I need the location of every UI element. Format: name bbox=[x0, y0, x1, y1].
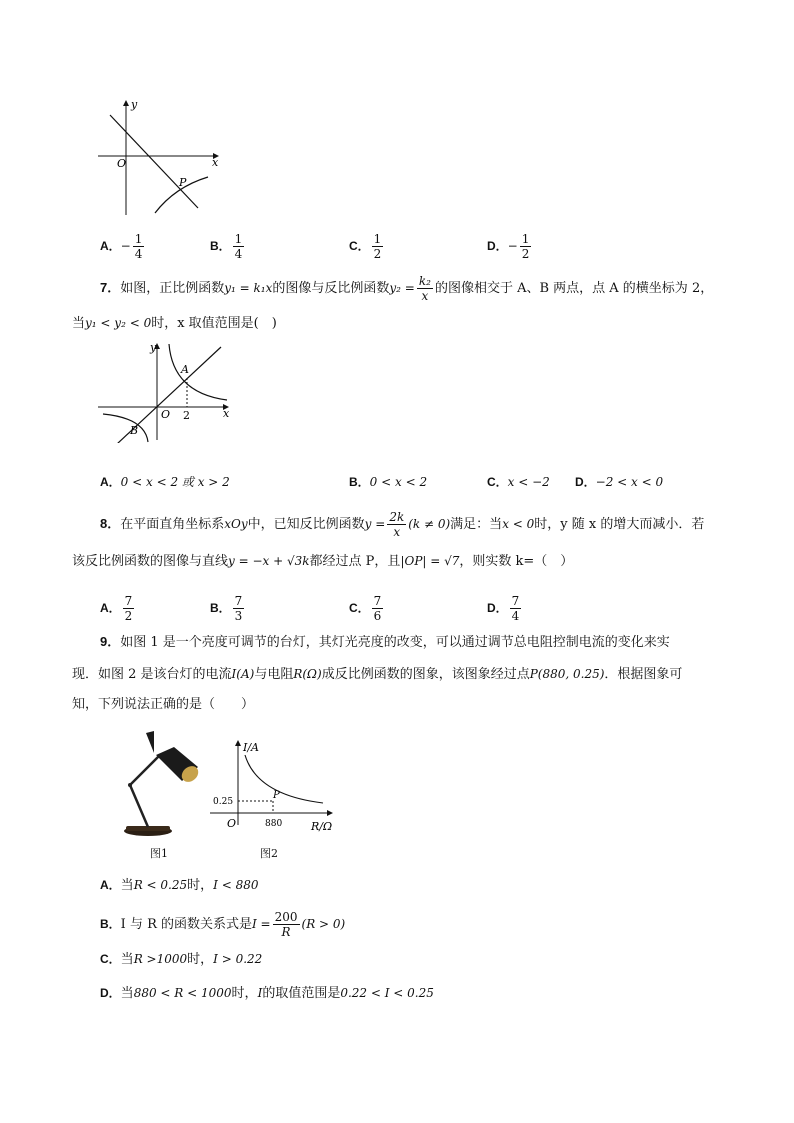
origin-label: O bbox=[161, 408, 171, 421]
origin-label: O bbox=[117, 157, 127, 170]
fraction: $\frac{2k}{x}$ bbox=[389, 510, 405, 539]
q9-option-a[interactable]: A．当R < 0.25时，I < 880 bbox=[100, 878, 259, 893]
fraction: $\frac{7}{6}$ bbox=[373, 594, 382, 623]
point-p-label: P bbox=[273, 790, 280, 801]
q7-line-2: 当y₁ < y₂ < 0时，x 取值范围是( ) bbox=[72, 316, 277, 331]
origin-label: O bbox=[227, 817, 237, 830]
q7-option-d[interactable]: D．−2 < x < 0 bbox=[575, 475, 664, 489]
fraction: $\frac{1}{4}$ bbox=[234, 232, 243, 261]
q7-figure bbox=[95, 338, 235, 443]
fraction: $\frac{\text{k₂}}{x}$ bbox=[418, 274, 431, 303]
q8-option-c[interactable]: C． $\frac{7}{6}$ bbox=[349, 594, 382, 623]
tick-2-label: 2 bbox=[183, 409, 190, 422]
q6-option-d[interactable]: D．− $\frac{1}{2}$ bbox=[487, 232, 530, 261]
fig1-caption: 图1 bbox=[150, 847, 168, 860]
y-axis-label: y bbox=[150, 341, 157, 354]
q9-line-3: 知，下列说法正确的是（ ） bbox=[72, 697, 255, 712]
q9-fig2-graph bbox=[205, 735, 340, 840]
x-axis-label: R/Ω bbox=[311, 820, 333, 833]
q7-option-b[interactable]: B．0 < x < 2 bbox=[349, 475, 428, 489]
q9-option-b[interactable]: B．I 与 R 的函数关系式是I = $\frac{200}{R}$ (R > 0) bbox=[100, 910, 346, 939]
fraction: $\frac{1}{4}$ bbox=[134, 232, 143, 261]
point-p-label: P bbox=[179, 176, 187, 189]
q8-option-b[interactable]: B． $\frac{7}{3}$ bbox=[210, 594, 243, 623]
point-b-label: B bbox=[130, 424, 139, 437]
q8-line-2: 该反比例函数的图像与直线y = −x + √3k都经过点 P，且|OP| = √7，则实数 k=（ ） bbox=[72, 554, 574, 569]
lamp-illustration bbox=[118, 725, 203, 840]
q9-option-d[interactable]: D．当880 < R < 1000时，I的取值范围是0.22 < I < 0.25 bbox=[100, 986, 434, 1001]
x-axis-label: x bbox=[223, 407, 230, 420]
q7-line-1: 7．如图，正比例函数y₁ = k₁x的图像与反比例函数y₂ = $\frac{\text{k₂}}{x}$ 的图像相交于 A、B 两点，点 A 的横坐标为 2， bbox=[100, 274, 714, 303]
q9-option-c[interactable]: C．当R >1000时，I > 0.22 bbox=[100, 952, 263, 967]
q6-figure bbox=[95, 95, 225, 220]
x-axis-label: x bbox=[212, 156, 219, 169]
fraction: $\frac{1}{2}$ bbox=[521, 232, 530, 261]
q9-line-1: 9．如图 1 是一个亮度可调节的台灯，其灯光亮度的改变，可以通过调节总电阻控制电流的变化来实 bbox=[100, 634, 670, 650]
fraction: $\frac{200}{R}$ bbox=[274, 910, 298, 939]
q8-option-a[interactable]: A． $\frac{7}{2}$ bbox=[100, 594, 133, 623]
q8-line-1: 8．在平面直角坐标系xOy中，已知反比例函数y = $\frac{2k}{x}$ (k ≠ 0)满足：当x < 0时，y 随 x 的增大而减小．若 bbox=[100, 510, 705, 539]
q7-option-c[interactable]: C．x < −2 bbox=[487, 475, 550, 489]
fraction: $\frac{7}{2}$ bbox=[124, 594, 133, 623]
fig2-caption: 图2 bbox=[260, 847, 278, 860]
point-a-label: A bbox=[181, 363, 189, 376]
fraction: $\frac{1}{2}$ bbox=[373, 232, 382, 261]
fraction: $\frac{7}{3}$ bbox=[234, 594, 243, 623]
y-axis-label: I/A bbox=[243, 741, 259, 754]
value-880-label: 880 bbox=[265, 819, 283, 829]
q6-option-b[interactable]: B． $\frac{1}{4}$ bbox=[210, 232, 243, 261]
q8-option-d[interactable]: D． $\frac{7}{4}$ bbox=[487, 594, 520, 623]
q6-option-c[interactable]: C． $\frac{1}{2}$ bbox=[349, 232, 382, 261]
fraction: $\frac{7}{4}$ bbox=[511, 594, 520, 623]
y-axis-label: y bbox=[131, 98, 138, 111]
q6-option-a[interactable]: A．− $\frac{1}{4}$ bbox=[100, 232, 143, 261]
value-025-label: 0.25 bbox=[213, 797, 234, 807]
q9-line-2: 现．如图 2 是该台灯的电流I(A)与电阻R(Ω)成反比例函数的图象，该图象经过点P(880, 0.25)．根据图象可 bbox=[72, 667, 683, 682]
q7-option-a[interactable]: A．0 < x < 2 或 x > 2 bbox=[100, 475, 230, 489]
